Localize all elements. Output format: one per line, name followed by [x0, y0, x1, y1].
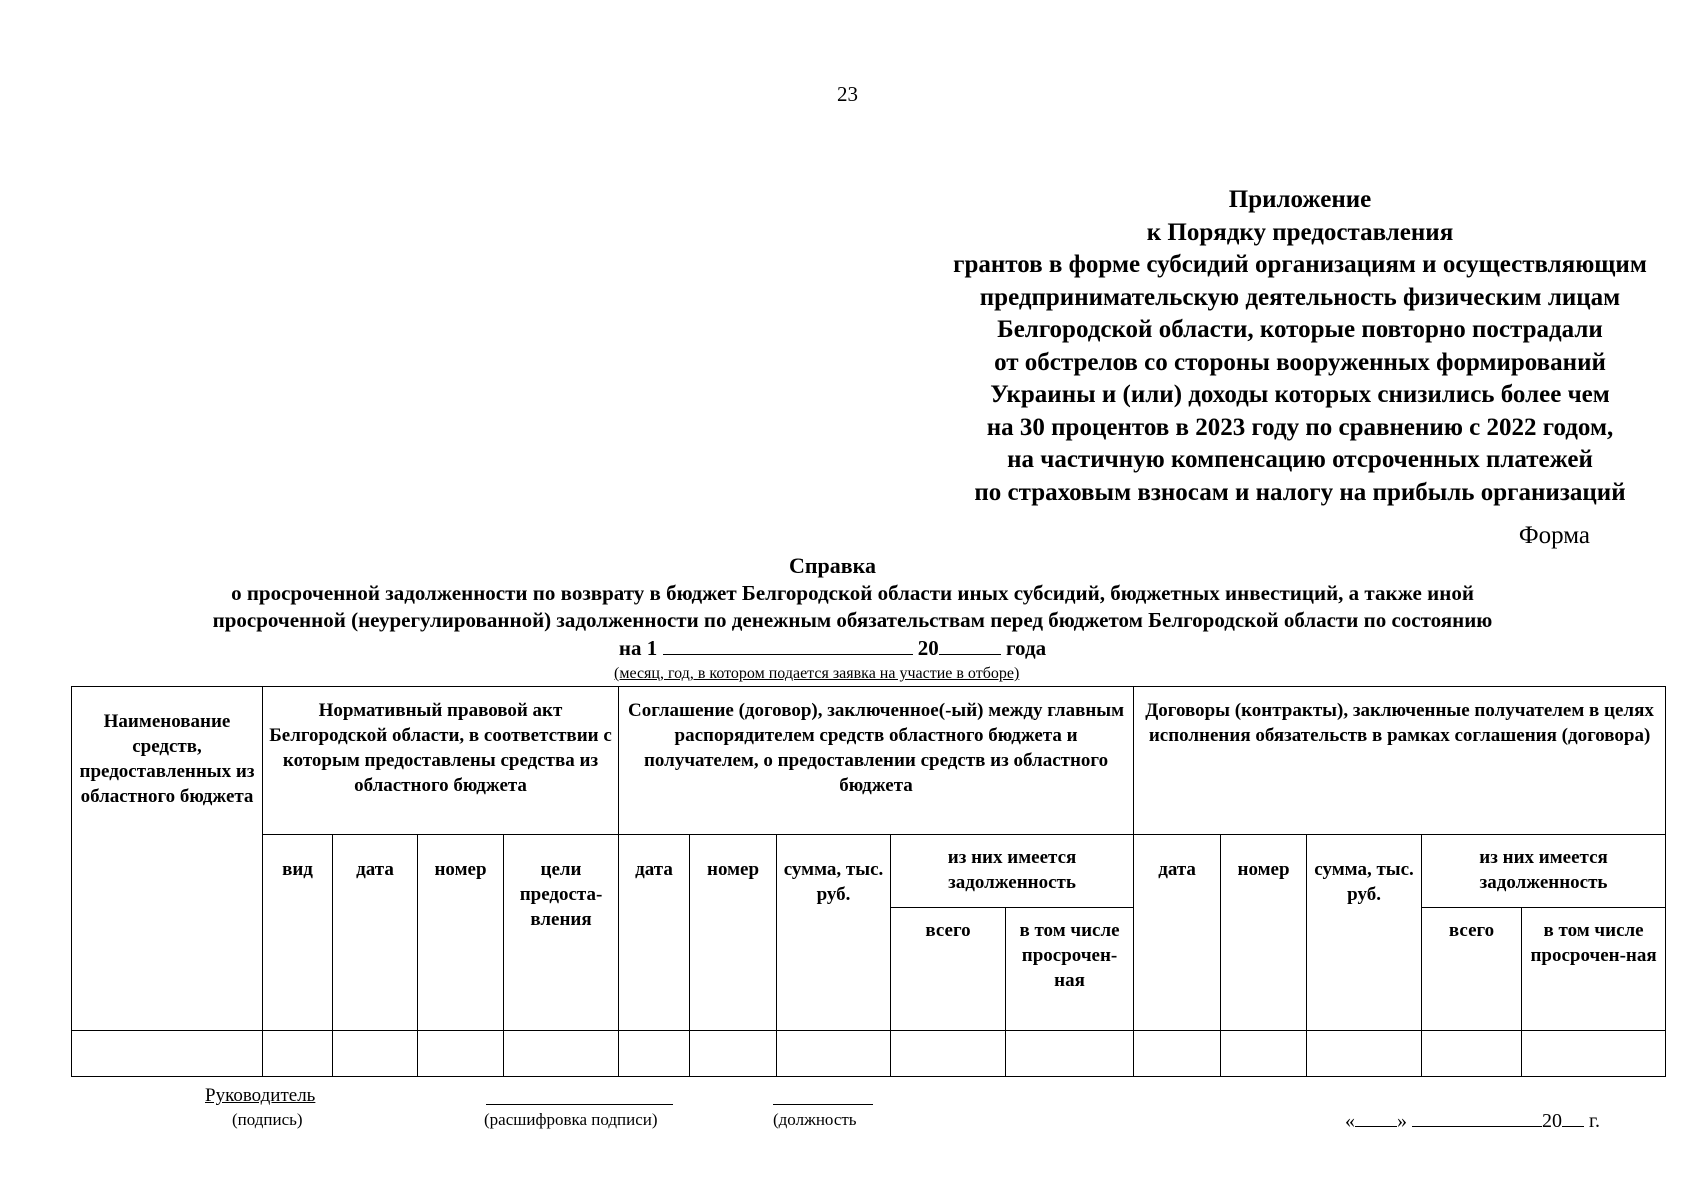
table-cell[interactable] — [1307, 1031, 1422, 1077]
certificate-subtitle — [40, 580, 1665, 634]
page-number: 23 — [837, 82, 858, 106]
certificate-title: Справка — [788, 553, 877, 578]
header-agreement: Соглашение (договор), заключенное(-ый) между главным распорядителем средств областного бюджета и получателем, о предоставлении средств из областного бюджета — [619, 687, 1134, 835]
appendix-line: от обстрелов со стороны вооруженных формирований — [994, 348, 1606, 376]
col-legal-type: вид — [263, 835, 333, 1031]
table-cell[interactable] — [1134, 1031, 1221, 1077]
date-hint: (месяц, год, в котором подается заявка на участие в отборе) — [614, 665, 1020, 682]
col-legal-purpose: цели предоста-вления — [504, 835, 619, 1031]
close-quote: » — [1397, 1110, 1407, 1132]
appendix-line: по страховым взносам и налогу на прибыль организаций — [974, 478, 1626, 506]
col-agreement-date: дата — [619, 835, 690, 1031]
appendix-line: на частичную компенсацию отсроченных платежей — [1007, 446, 1593, 473]
col-agreement-number: номер — [690, 835, 777, 1031]
header-contracts: Договоры (контракты), заключенные получателем в целях исполнения обязательств в рамках соглашения (договора) — [1134, 687, 1666, 835]
table-cell[interactable] — [690, 1031, 777, 1077]
col-legal-number: номер — [418, 835, 504, 1031]
table-row — [72, 1031, 1666, 1077]
year-blank-field[interactable] — [1562, 1110, 1584, 1127]
month-blank-field[interactable] — [663, 636, 913, 655]
appendix-line: Белгородской области, которые повторно пострадали — [997, 316, 1603, 343]
year-prefix: 20 — [1542, 1110, 1562, 1132]
col-contract-number: номер — [1221, 835, 1307, 1031]
table-cell[interactable] — [1006, 1031, 1134, 1077]
appendix-line: к Порядку предоставления — [1146, 218, 1454, 246]
form-label: Форма — [1518, 522, 1590, 549]
header-funds-name: Наименование средств, предоставленных из областного бюджета — [72, 687, 263, 1031]
appendix-header — [790, 184, 1695, 509]
col-agreement-sum: сумма, тыс. руб. — [777, 835, 891, 1031]
subtitle-line-2: просроченной (неурегулированной) задолженности по денежным обязательствам перед бюджетом Белгородской области по состоянию — [212, 608, 1493, 632]
col-contract-debt-overdue: в том числе просрочен-ная — [1522, 908, 1666, 1031]
subtitle-line-1: о просроченной задолженности по возврату в бюджет Белгородской области иных субсидий, бюджетных инвестиций, а также иной — [231, 581, 1474, 605]
header-legal-act: Нормативный правовой акт Белгородской области, в соответствии с которым предоставлены средства из областного бюджета — [263, 687, 619, 835]
decode-signature-line[interactable] — [486, 1104, 673, 1105]
col-contract-sum: сумма, тыс. руб. — [1307, 835, 1422, 1031]
year-suffix: г. — [1589, 1110, 1600, 1132]
open-quote: « — [1345, 1110, 1355, 1132]
head-label: Руководитель — [205, 1085, 316, 1106]
position-line[interactable] — [773, 1104, 873, 1105]
appendix-line: предпринимательскую деятельность физическим лицам — [979, 283, 1621, 311]
position-hint: (должность — [773, 1110, 857, 1129]
day-blank-field[interactable] — [1355, 1110, 1397, 1127]
table-cell[interactable] — [418, 1031, 504, 1077]
table-cell[interactable] — [1221, 1031, 1307, 1077]
table-cell[interactable] — [1422, 1031, 1522, 1077]
signature-hint: (подпись) — [232, 1110, 303, 1129]
appendix-line: грантов в форме субсидий организациям и осуществляющим — [953, 251, 1647, 278]
table-cell[interactable] — [1522, 1031, 1666, 1077]
date-prefix: на 1 — [618, 636, 658, 660]
month-blank-field[interactable] — [1412, 1110, 1542, 1127]
table-cell[interactable] — [891, 1031, 1006, 1077]
year-prefix: 20 — [917, 636, 939, 660]
year-blank-field[interactable] — [939, 636, 1001, 655]
table-cell[interactable] — [263, 1031, 333, 1077]
col-contract-debt-total: всего — [1422, 908, 1522, 1031]
col-contract-debt-header: из них имеется задолженность — [1422, 835, 1666, 908]
col-agreement-debt-overdue: в том числе просрочен-ная — [1006, 908, 1134, 1031]
table-cell[interactable] — [777, 1031, 891, 1077]
col-agreement-debt-total: всего — [891, 908, 1006, 1031]
date-suffix: года — [1006, 636, 1047, 660]
signing-date — [1345, 1110, 1600, 1133]
as-of-date-line — [0, 636, 1665, 661]
appendix-line: Приложение — [1228, 186, 1372, 213]
table-cell[interactable] — [619, 1031, 690, 1077]
appendix-line: на 30 процентов в 2023 году по сравнению с 2022 годом, — [986, 413, 1614, 441]
col-contract-date: дата — [1134, 835, 1221, 1031]
appendix-line: Украины и (или) доходы которых снизились более чем — [990, 381, 1610, 408]
table-cell[interactable] — [333, 1031, 418, 1077]
decode-signature-hint: (расшифровка подписи) — [484, 1110, 658, 1129]
debt-table — [71, 686, 1666, 1077]
table-cell[interactable] — [72, 1031, 263, 1077]
col-legal-date: дата — [333, 835, 418, 1031]
col-agreement-debt-header: из них имеется задолженность — [891, 835, 1134, 908]
table-cell[interactable] — [504, 1031, 619, 1077]
